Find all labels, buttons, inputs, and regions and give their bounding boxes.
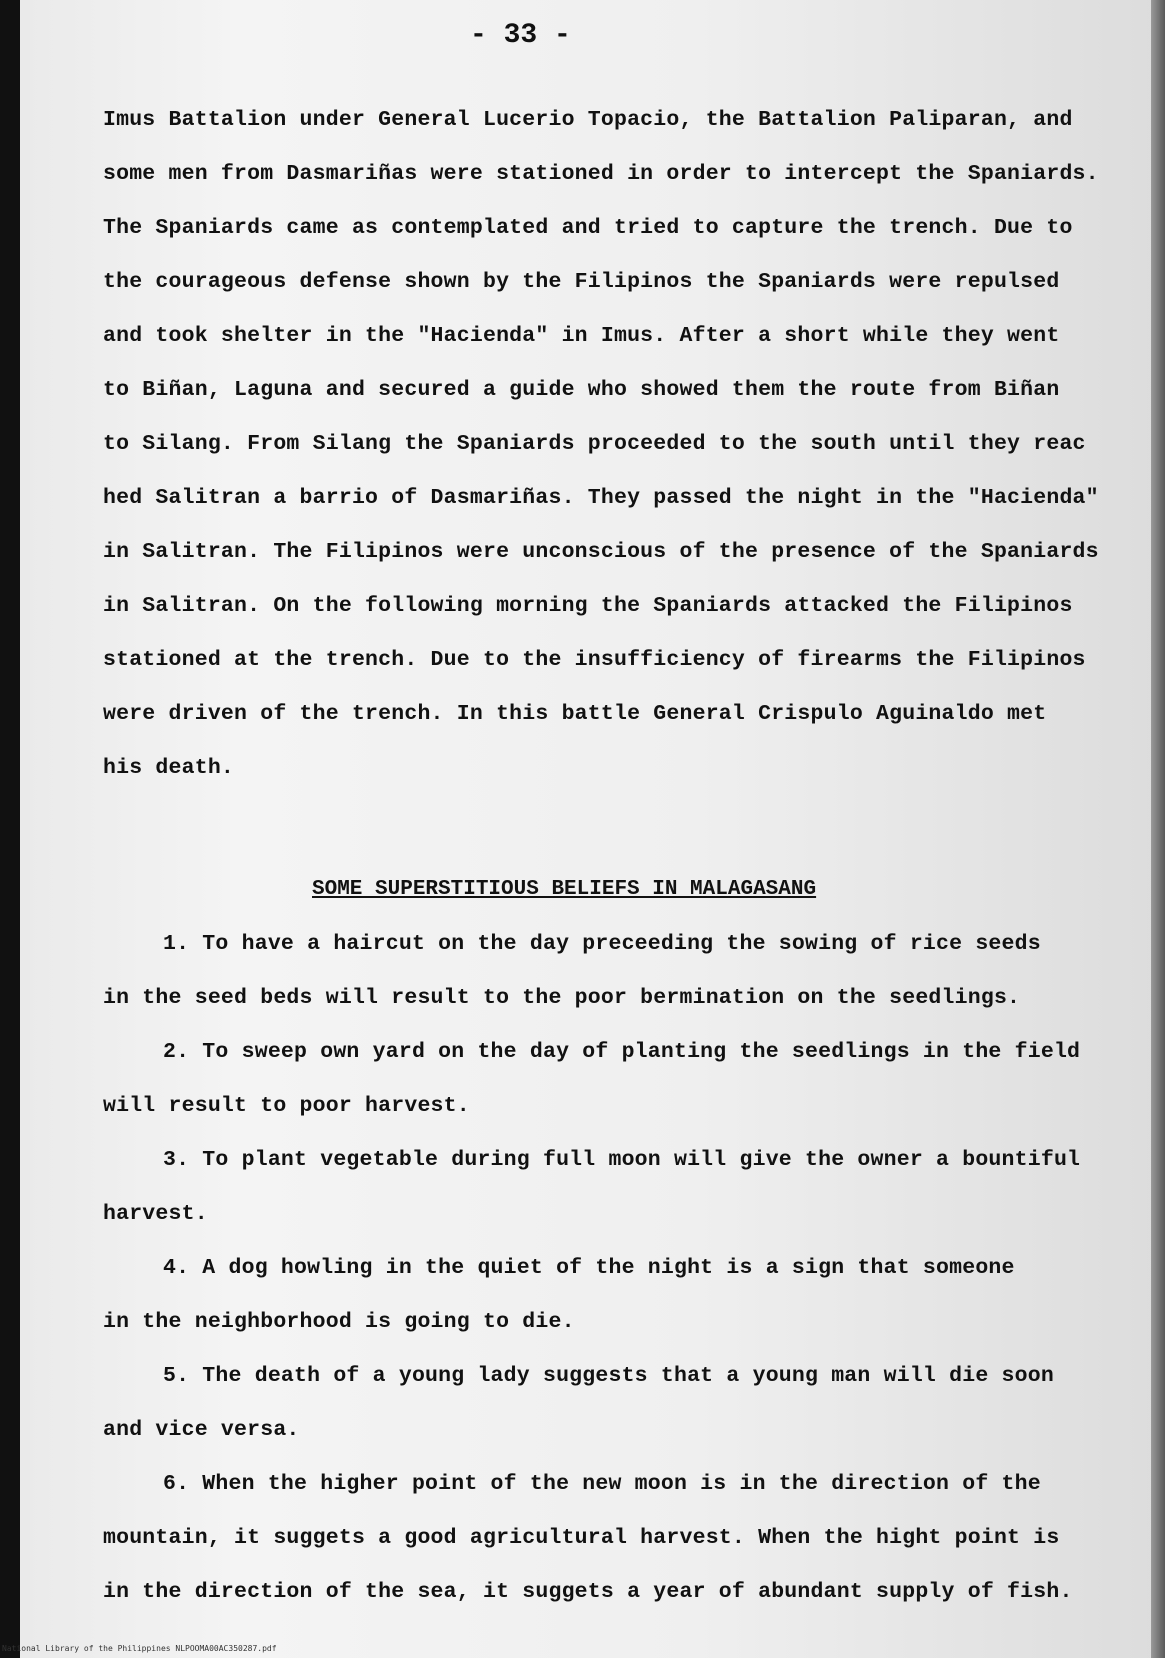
paragraph-line-5: and took shelter in the "Hacienda" in Imus. After a short while they went — [103, 324, 1060, 348]
paragraph-line-1: Imus Battalion under General Lucerio Topacio, the Battalion Paliparan, and — [103, 108, 1073, 132]
paragraph-line-2: some men from Dasmariñas were stationed in order to intercept the Spaniards. — [103, 162, 1099, 186]
belief-5-line-2: and vice versa. — [103, 1418, 300, 1442]
paragraph-line-7: to Silang. From Silang the Spaniards proceeded to the south until they reac — [103, 432, 1086, 456]
belief-2-line-1: 2. To sweep own yard on the day of planting the seedlings in the field — [163, 1040, 1081, 1064]
belief-5-line-1: 5. The death of a young lady suggests that a young man will die soon — [163, 1364, 1054, 1388]
scan-left-edge — [0, 0, 20, 1658]
belief-3-line-1: 3. To plant vegetable during full moon will give the owner a bountiful — [163, 1148, 1081, 1172]
paragraph-line-10: in Salitran. On the following morning the Spaniards attacked the Filipinos — [103, 594, 1073, 618]
paragraph-line-8: hed Salitran a barrio of Dasmariñas. They passed the night in the "Hacienda" — [103, 486, 1099, 510]
belief-6-line-3: in the direction of the sea, it suggets a year of abundant supply of fish. — [103, 1580, 1073, 1604]
paragraph-line-13: his death. — [103, 756, 235, 780]
belief-3-line-2: harvest. — [103, 1202, 208, 1226]
scan-right-edge — [1151, 0, 1165, 1658]
paragraph-line-3: The Spaniards came as contemplated and tried to capture the trench. Due to — [103, 216, 1073, 240]
belief-1-line-2: in the seed beds will result to the poor bermination on the seedlings. — [103, 986, 1021, 1010]
footer-source: National Library of the Philippines NLPOOMA00AC350287.pdf — [2, 1644, 277, 1653]
paragraph-line-12: were driven of the trench. In this battle General Crispulo Aguinaldo met — [103, 702, 1047, 726]
paragraph-line-4: the courageous defense shown by the Filipinos the Spaniards were repulsed — [103, 270, 1060, 294]
paragraph-line-9: in Salitran. The Filipinos were unconscious of the presence of the Spaniards — [103, 540, 1099, 564]
belief-1-line-1: 1. To have a haircut on the day preceeding the sowing of rice seeds — [163, 932, 1041, 956]
belief-6-line-2: mountain, it suggets a good agricultural harvest. When the hight point is — [103, 1526, 1060, 1550]
belief-2-line-2: will result to poor harvest. — [103, 1094, 470, 1118]
paragraph-line-11: stationed at the trench. Due to the insufficiency of firearms the Filipinos — [103, 648, 1086, 672]
section-heading: SOME SUPERSTITIOUS BELIEFS IN MALAGASANG — [312, 878, 817, 901]
page-number: - 33 - — [470, 20, 571, 51]
belief-4-line-1: 4. A dog howling in the quiet of the night is a sign that someone — [163, 1256, 1015, 1280]
paragraph-line-6: to Biñan, Laguna and secured a guide who showed them the route from Biñan — [103, 378, 1060, 402]
belief-6-line-1: 6. When the higher point of the new moon is in the direction of the — [163, 1472, 1041, 1496]
belief-4-line-2: in the neighborhood is going to die. — [103, 1310, 575, 1334]
